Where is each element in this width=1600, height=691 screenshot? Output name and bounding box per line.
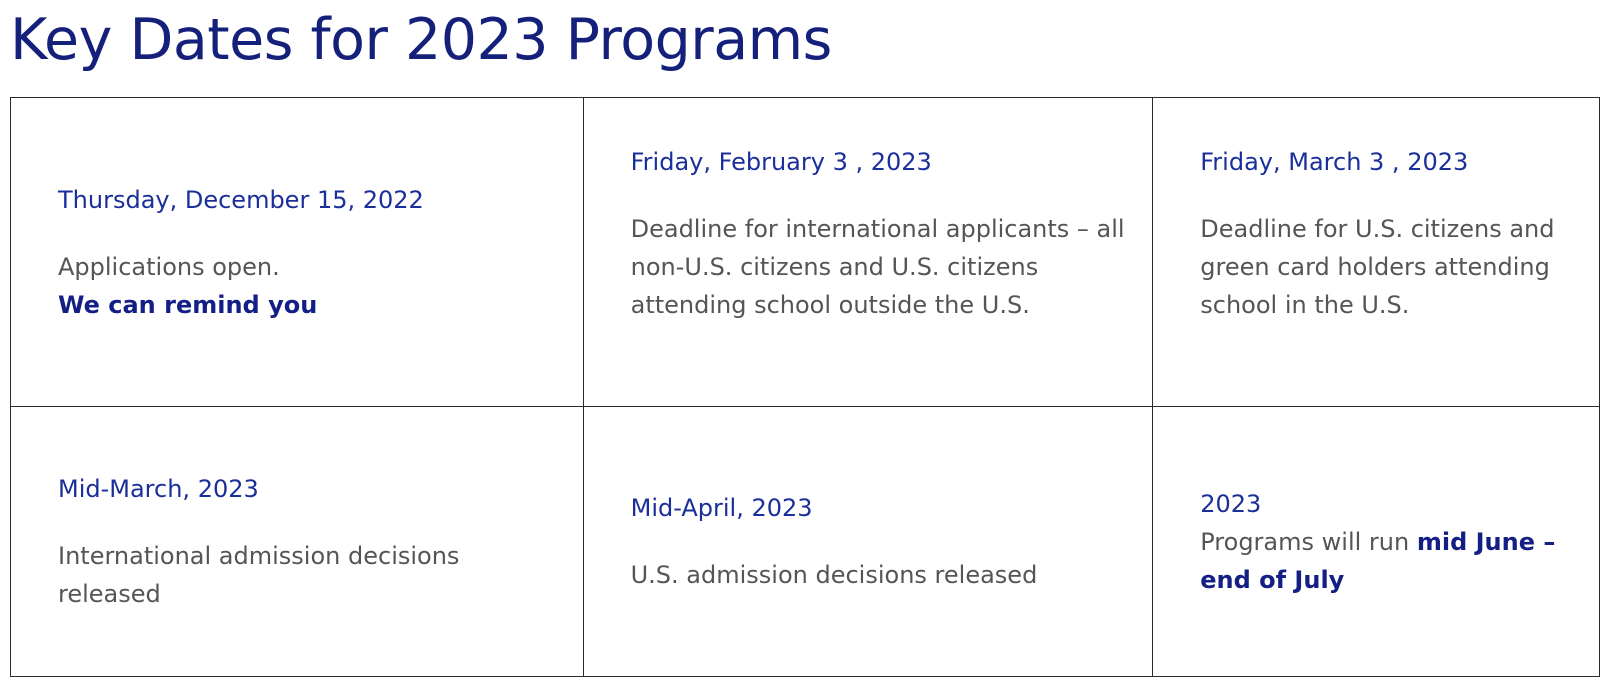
key-date-cell <box>11 407 584 677</box>
key-date-cell <box>583 407 1153 677</box>
key-date-date: Friday, February 3 , 2023 <box>630 147 932 176</box>
description-emphasis: mid June – end of July <box>1200 527 1556 594</box>
key-date-cell <box>1153 98 1600 407</box>
key-date-cell <box>11 98 584 407</box>
key-date-description <box>1200 523 1579 599</box>
key-date-date: Mid-April, 2023 <box>630 494 813 522</box>
key-date-description: Deadline for U.S. citizens and green card holders attending school in the U.S. <box>1200 214 1555 319</box>
table-row <box>11 407 1600 677</box>
key-date-date: 2023 <box>1200 489 1262 518</box>
key-date-description: Applications open. <box>58 252 280 281</box>
table-row <box>11 98 1600 407</box>
key-date-date: Thursday, December 15, 2022 <box>58 185 424 214</box>
key-date-description: International admission decisions released <box>58 542 460 608</box>
key-date-description: Deadline for international applicants – all non-U.S. citizens and U.S. citizens attending school outside the U.S. <box>630 214 1125 319</box>
key-date-description: U.S. admission decisions released <box>630 561 1038 589</box>
key-date-cell <box>1153 407 1600 677</box>
key-date-date: Mid-March, 2023 <box>58 475 259 503</box>
description-text: Programs will run <box>1200 527 1417 556</box>
key-dates-table <box>10 97 1600 677</box>
remind-me-link[interactable]: We can remind you <box>58 290 318 319</box>
key-date-cell <box>583 98 1153 407</box>
page-title: Key Dates for 2023 Programs <box>10 7 832 73</box>
key-date-date: Friday, March 3 , 2023 <box>1200 147 1469 176</box>
